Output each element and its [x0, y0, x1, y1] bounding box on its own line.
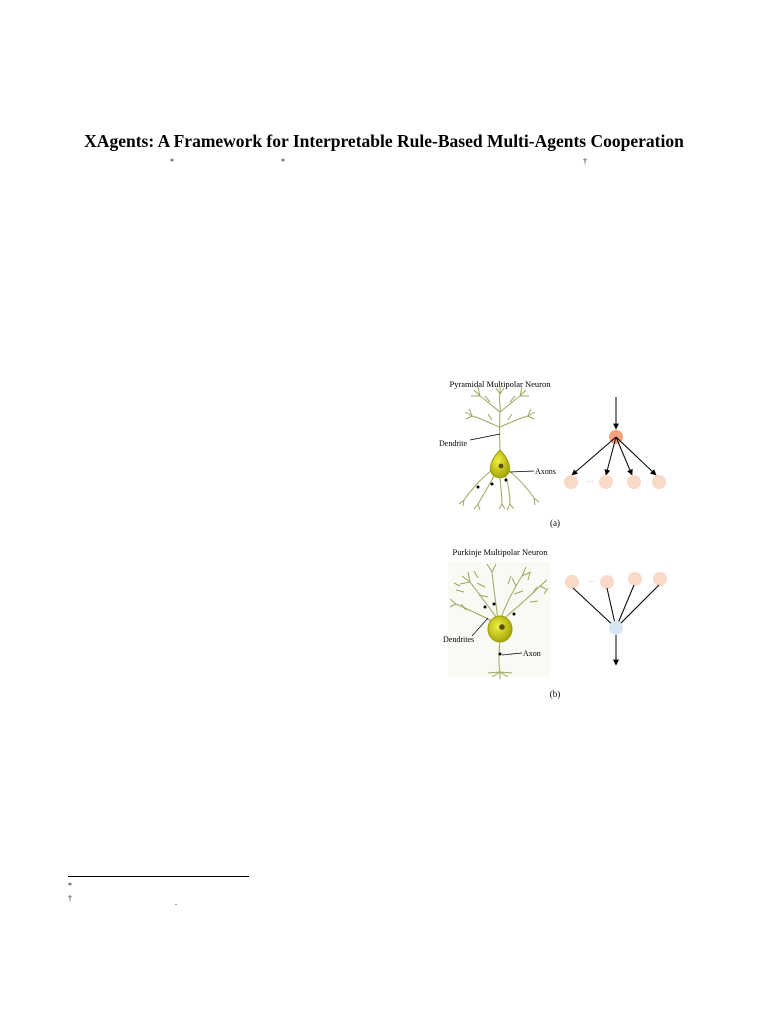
edge — [616, 437, 632, 475]
dendrite-leader — [470, 434, 500, 440]
panel-a-heading: Pyramidal Multipolar Neuron — [449, 379, 551, 389]
pyramidal-neuron-illustration — [459, 386, 539, 510]
graph-b-input-node — [628, 572, 642, 586]
synapse-dot — [499, 653, 502, 656]
graph-b-sink-node — [609, 621, 623, 635]
footnote-mark-2: † — [68, 894, 72, 903]
graph-b-input-node — [565, 575, 579, 589]
author-mark-3: † — [583, 157, 587, 166]
caption-b: (b) — [549, 689, 561, 699]
synapse-dot — [491, 483, 494, 486]
ellipsis: ··· — [586, 478, 594, 486]
synapse-dot — [484, 606, 487, 609]
edge — [573, 588, 616, 628]
footnote-rule — [68, 876, 249, 877]
panel-b-heading: Purkinje Multipolar Neuron — [452, 547, 548, 557]
graph-a-target-node — [627, 475, 641, 489]
purkinje-soma — [488, 616, 512, 642]
synapse-dot — [505, 479, 508, 482]
graph-a-target-node — [652, 475, 666, 489]
label-axons: Axons — [535, 467, 556, 476]
pyramidal-nucleus — [499, 464, 504, 469]
caption-a: (a) — [550, 518, 560, 528]
label-dendrites: Dendrites — [443, 635, 475, 644]
paper-title: XAgents: A Framework for Interpretable Rule-Based Multi-Agents Cooperation — [84, 131, 684, 151]
neuron-figure-svg — [430, 372, 690, 707]
ellipsis: ··· — [587, 578, 595, 586]
graph-b-input-node — [653, 572, 667, 586]
panel-b — [443, 547, 667, 699]
edge — [572, 437, 616, 475]
label-axon: Axon — [523, 649, 541, 658]
graph-b-input-node — [600, 575, 614, 589]
graph-a-target-node — [599, 475, 613, 489]
panel-a — [439, 379, 666, 528]
synapse-dot — [477, 486, 480, 489]
synapse-dot — [493, 603, 496, 606]
label-dendrite: Dendrite — [439, 439, 467, 448]
author-mark-1: * — [170, 157, 174, 166]
footnote-dot: . — [175, 898, 177, 907]
edge — [606, 437, 616, 475]
axons-leader — [510, 471, 534, 472]
graph-a-target-node — [564, 475, 578, 489]
synapse-dot — [513, 613, 516, 616]
purkinje-nucleus — [499, 624, 505, 630]
edge — [616, 585, 659, 628]
edge — [616, 437, 656, 475]
neuron-figure — [430, 372, 690, 707]
footnote-mark-1: * — [68, 881, 72, 890]
author-mark-2: * — [281, 157, 285, 166]
